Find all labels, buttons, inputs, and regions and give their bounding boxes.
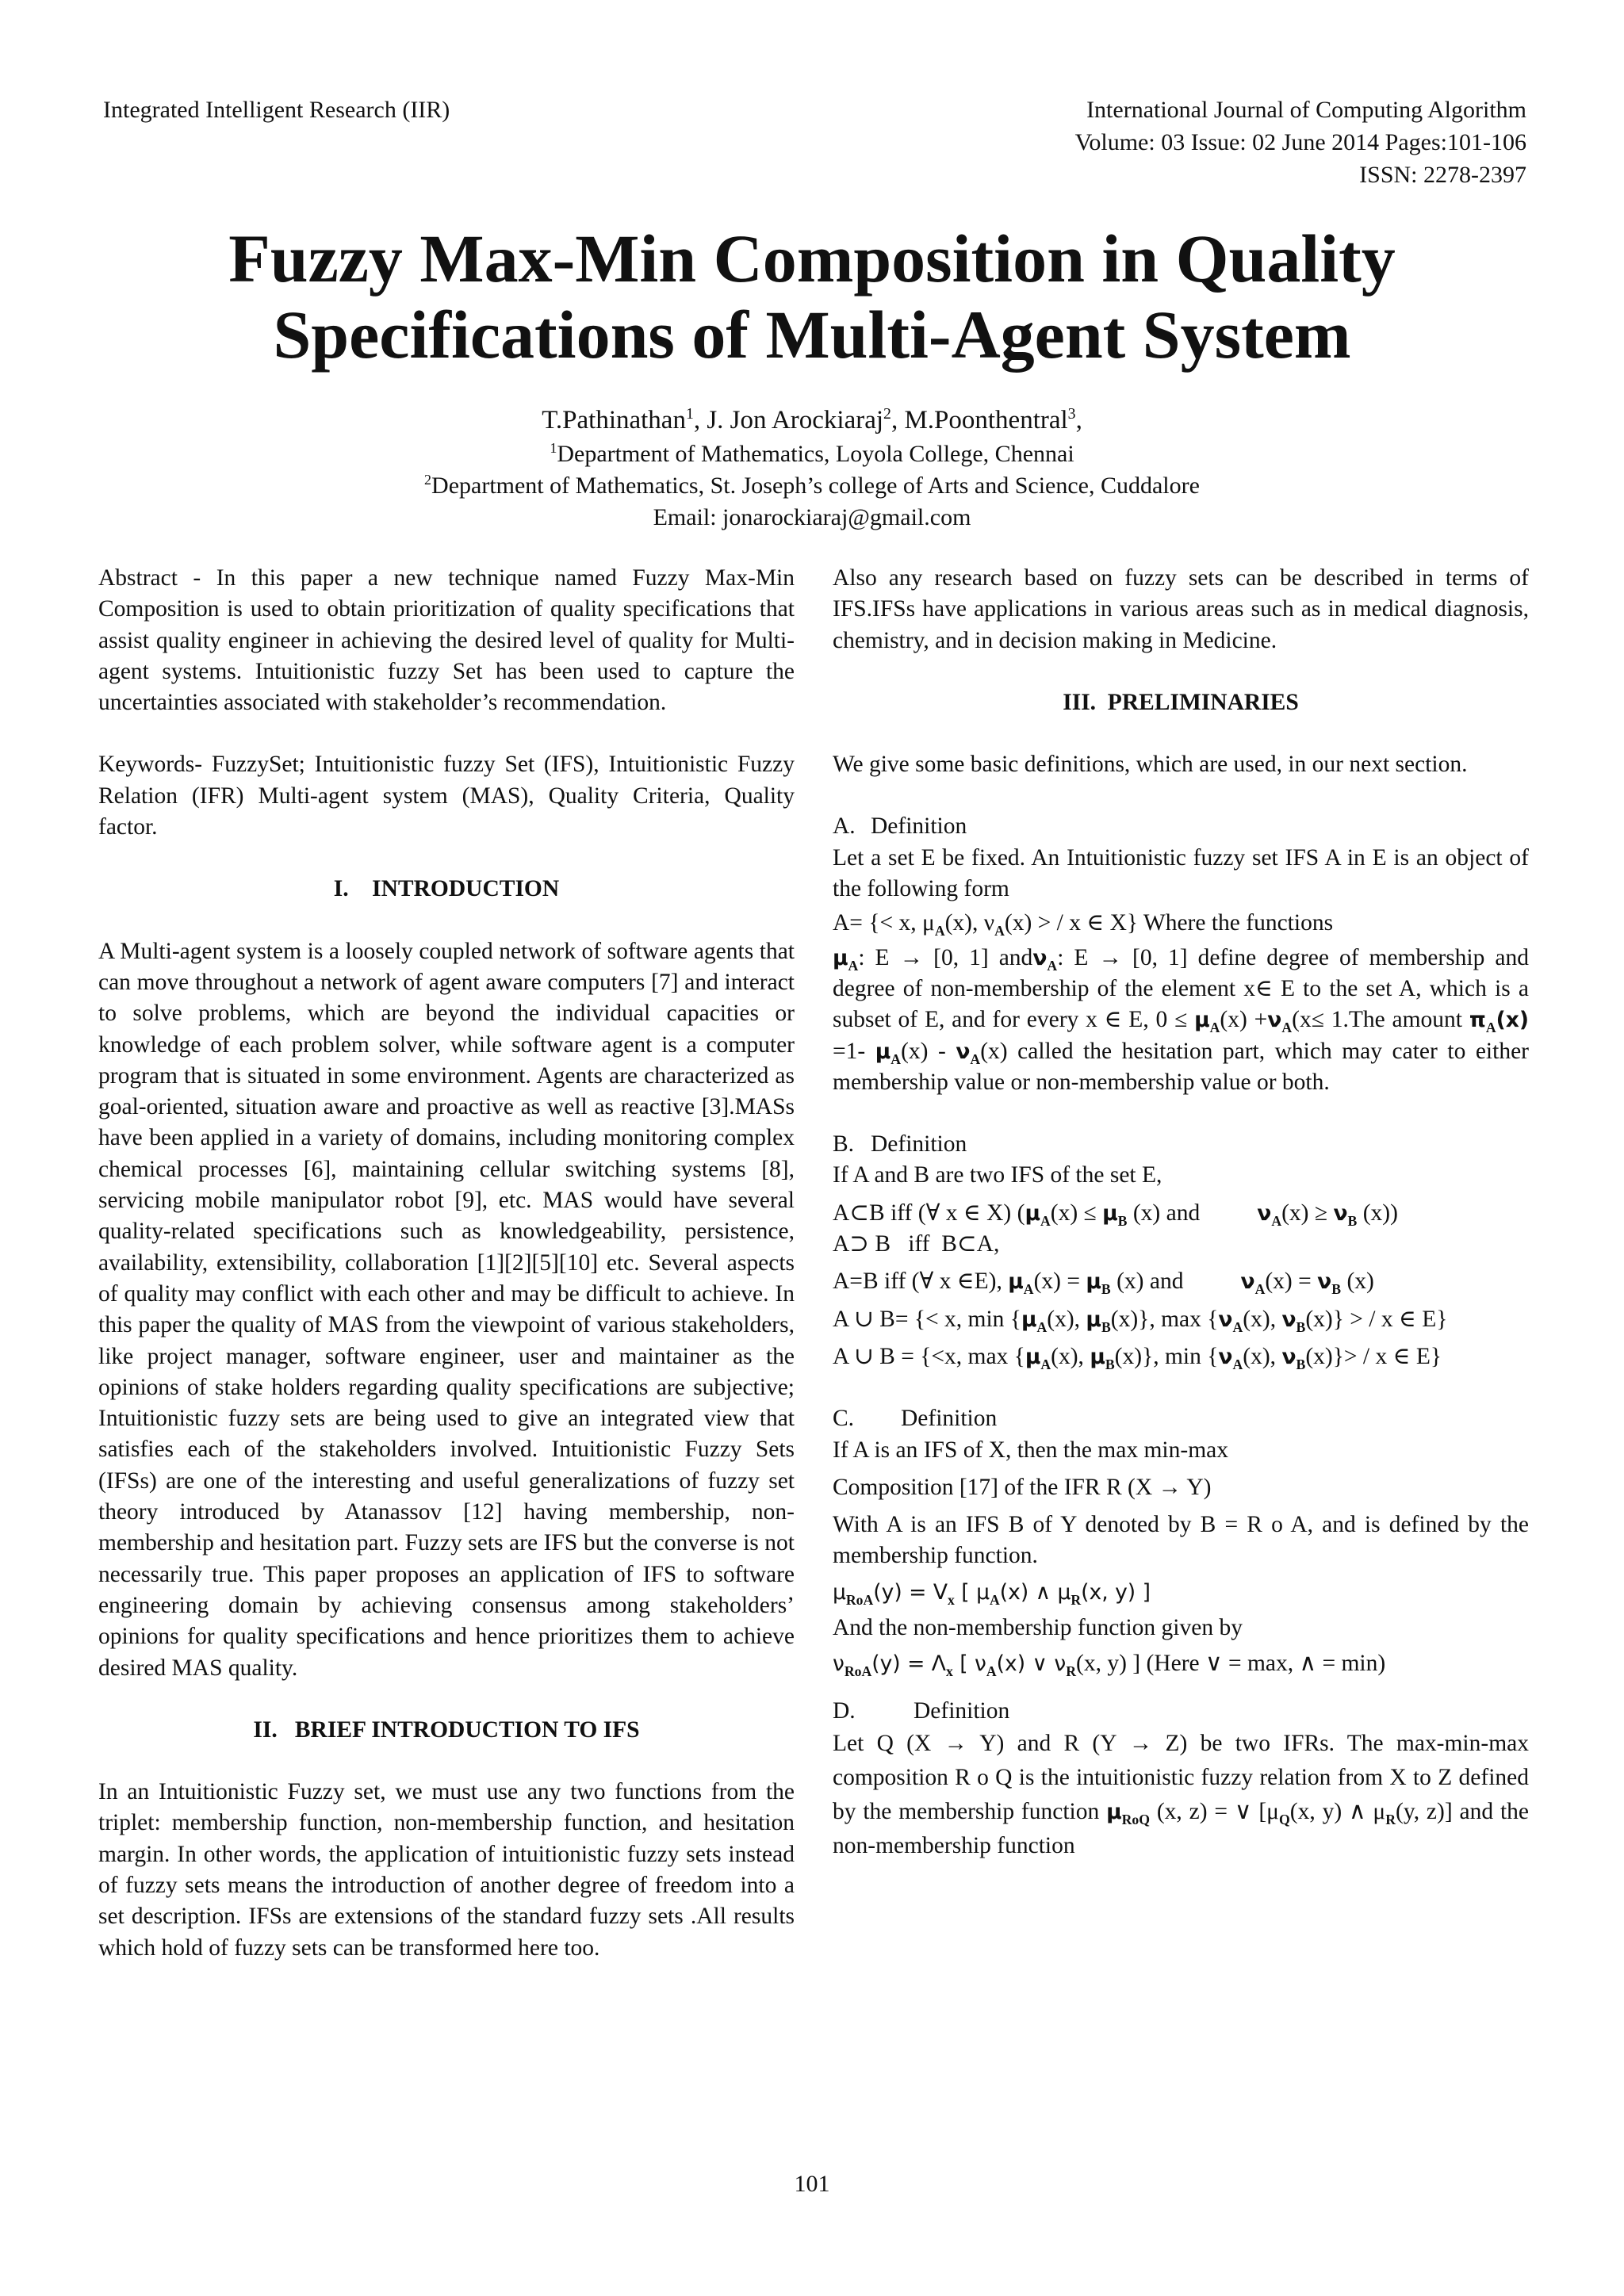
nu-symbol: ν [1240,1269,1255,1295]
def-b-l3e: (x) [1341,1269,1374,1295]
left-column [98,563,795,1964]
mu-sub: B [1101,1281,1111,1298]
definition-b-union-2 [833,1341,1529,1372]
def-b-l1c: (x) and [1127,1200,1201,1226]
author-2-sup: 2 [883,405,891,423]
def-b-l4b: (x), [1047,1306,1086,1332]
journal-issn: ISSN: 2278-2397 [1359,162,1526,188]
definition-c-heading [833,1403,1529,1434]
mu-symbol: μ [833,1579,846,1605]
def-a-title: Definition [871,813,967,840]
def-c-f2d: [ ν [952,1651,986,1677]
definition-c-text-2: Composition [17] of the IFR R (X → Y) [833,1474,1212,1500]
def-c-label: C. [833,1406,855,1432]
def-b-title: Definition [871,1131,967,1158]
def-b-l4c: (x)}, max { [1110,1306,1219,1332]
nu-symbol: ν [1317,1269,1332,1295]
def-a-t3d: (x≤ 1.The amount [1292,1007,1469,1033]
def-b-l1a: A⊂B iff (∀ x ∈ X) ( [833,1200,1025,1226]
title-line-2: Specifications of Multi-Agent System [273,297,1351,373]
definition-b-equal [833,1266,1529,1297]
definition-b-heading [833,1129,1529,1160]
def-c-f1b: (y) = V [873,1579,948,1605]
nu-symbol: ν [1281,1307,1297,1332]
page-number: 101 [794,2171,830,2197]
nu-symbol: ν [1257,1200,1272,1226]
mu-sub: R [1385,1811,1396,1827]
def-a-label: A. [833,813,856,840]
section-1-heading: I. INTRODUCTION [333,876,560,902]
journal-publisher: Integrated Intelligent Research (IIR) [103,97,450,123]
abstract: Abstract - In this paper a new technique named Fuzzy Max-Min Composition is used to obtain prioritization of quality specifications that assist quality engineer in achieving the desired level of quality for Multi-agent systems. Intuitionistic fuzzy Set has been used to capture the uncertainties associated with stakeholder’s recommendation. [98,565,795,716]
def-a-t3k: (x) [980,1038,1008,1064]
definition-a-text-1: Let a set E be fixed. An Intuitionistic fuzzy set IFS A in E is an object of the following form [833,844,1529,902]
definition-b-text-1: If A and B are two IFS of the set E, [833,1162,1162,1188]
nu-symbol: ν [1032,945,1048,970]
nu-sub: B [1331,1281,1342,1298]
definition-a-formula [833,908,1529,939]
definition-c-text-3: With A is an IFS B of Y denoted by B = R o A, and is defined by the membership function. [833,1512,1529,1569]
def-b-l4d: (x), [1243,1306,1282,1332]
def-b-l5e: (x)}> / x ∈ E} [1305,1343,1442,1369]
nu-sub: A [1254,1281,1266,1298]
aff1-sup: 1 [550,440,557,456]
def-a-t3i: (x) - [901,1038,956,1064]
right-column [833,563,1529,1863]
definition-a-text-2 [833,943,1529,1098]
nu-symbol: ν [1218,1344,1233,1369]
definition-c-text-4: And the non-membership function given by [833,1615,1243,1641]
def-b-l3a: A=B iff (∀ x ∈E), [833,1269,1009,1295]
aff2-text: Department of Mathematics, St. Joseph’s college of Arts and Science, Cuddalore [431,473,1200,499]
def-b-l1d: (x) ≥ [1281,1200,1334,1226]
def-d-title: Definition [914,1697,1010,1724]
def-b-label: B. [833,1131,855,1158]
section-2-continued: Also any research based on fuzzy sets can be described in terms of IFS.IFSs have applications in various areas such as in medical diagnosis, chemistry, and in decision making in Medicine. [833,565,1529,653]
pi-sub: A [1485,1020,1496,1036]
def-c-f2c: x [945,1663,953,1680]
def-a-t3b: (x) + [1220,1007,1268,1033]
section-2-body: In an Intuitionistic Fuzzy set, we must use any two functions from the triplet: membership function, non-membership function, and hesitation margin. In other words, the application of intuitionistic fuzzy sets instead of fuzzy sets means the introduction of another degree of freedom into a set description. IFSs are extensions of the standard fuzzy sets .All results which hold of fuzzy sets can be transformed here too. [98,1779,795,1961]
def-d-d2b: (x, y) ∧ μ [1289,1798,1386,1824]
journal-name: International Journal of Computing Algorithm [1086,97,1526,123]
mu-symbol: μ [1021,1307,1037,1332]
def-b-l3b: (x) = [1033,1269,1086,1295]
def-b-l5d: (x), [1243,1343,1282,1369]
def-b-l5c: (x)}, min { [1114,1343,1219,1369]
affiliation-1 [0,438,1624,470]
mu-symbol: μ [1008,1269,1024,1295]
def-c-f2h: (x, y) ] (Here ∨ = max, ∧ = min) [1076,1651,1386,1677]
mu-sub: A [1023,1281,1034,1298]
def-c-f2g: R [1066,1663,1076,1680]
def-a-t3g: =1- [833,1038,875,1064]
author-2: J. Jon Arockiaraj [707,406,884,434]
definition-b-superset: A⊃ B iff B⊂A, [833,1231,1000,1257]
nu-symbol: ν [1333,1200,1348,1226]
def-a-t2b: : E → [0, 1] and [858,944,1033,970]
aff2-sup: 2 [424,472,432,488]
nu-symbol: ν [833,1651,845,1677]
definition-d-heading [833,1696,1529,1727]
nu-symbol: ν [1218,1307,1233,1332]
section-2-heading: II. BRIEF INTRODUCTION TO IFS [253,1716,640,1743]
nu-sub: B [1296,1318,1306,1335]
mu-symbol: μ [1086,1307,1101,1332]
keywords: Keywords- FuzzySet; Intuitionistic fuzzy Set (IFS), Intuitionistic Fuzzy Relation (IFR) Multi-agent system (MAS), Quality Criteria, Quality factor. [98,752,795,840]
nu-sub: A [970,1050,981,1067]
nu-sub: A [1232,1318,1243,1335]
journal-volume: Volume: 03 Issue: 02 June 2014 Pages:101-106 [1074,129,1526,155]
def-d-d1b: (x, z) = ∨ [1150,1798,1252,1824]
definition-a-heading [833,811,1529,842]
def-a-f-sub1: A [934,923,945,939]
mu-sub: B [1105,1356,1115,1372]
nu-sub: B [1296,1356,1306,1372]
def-b-l4a: A ∪ B= {< x, min { [833,1306,1021,1332]
mu-symbol: μ [1106,1799,1122,1824]
def-a-text-3: called the hesitation part, which may cater to either membership value or non-membership value or both. [833,1038,1529,1095]
mu-sub: B [1117,1212,1128,1229]
mu-sub: A [891,1050,902,1067]
def-c-f1g: R [1071,1591,1082,1608]
nu-sub: A [1271,1212,1282,1229]
nu-symbol: ν [956,1039,971,1064]
author-3-sup: 3 [1067,405,1076,423]
title-line-1: Fuzzy Max-Min Composition in Quality [228,220,1396,297]
mu-sub: A [1209,1020,1220,1036]
def-d-label: D. [833,1697,856,1724]
aff1-text: Department of Mathematics, Loyola College, Chennai [557,441,1074,467]
nu-sub: A [1047,957,1058,974]
nu-sub: A [1281,1020,1293,1036]
mu-symbol: μ [875,1039,891,1064]
def-c-f2b: (y) = Λ [871,1651,946,1677]
def-a-f1: A= {< x, μ [833,910,935,936]
definition-b-union [833,1304,1529,1335]
def-c-f1e: A [989,1591,1000,1608]
def-d-d2: [μ [1258,1798,1279,1824]
nu-symbol: ν [1267,1008,1282,1033]
author-1-sup: 1 [685,405,694,423]
def-d-d2d: (y, z)] and the non-membership function [833,1798,1529,1858]
mu-sub: A [1036,1318,1048,1335]
author-1: T.Pathinathan [542,406,686,434]
section-3-heading: III. PRELIMINARIES [1063,689,1299,715]
def-a-t2d: : E → [0, 1] define degree of membership and degree of non-membership of the element x∈ E to the set A, which is a subset of E, and for every x ∈ E, 0 ≤ [833,944,1529,1033]
mu-symbol: μ [1025,1344,1041,1369]
def-d-text1: Let Q (X → Y) and R (Y → Z) be two IFRs. The max-min-max composition R o Q is the intuitionistic fuzzy relation from X to Z defined by the membership function [833,1730,1529,1824]
definition-d-text [833,1727,1529,1863]
def-b-l5a: A ∪ B = {<x, max { [833,1343,1025,1369]
definition-b-subset [833,1198,1529,1229]
def-b-l1b: (x) ≤ [1050,1200,1103,1226]
def-c-f1f: (x) ∧ μ [999,1579,1071,1605]
def-c-f1h: (x, y) ] [1081,1579,1151,1605]
definition-c-membership-formula [833,1577,1529,1608]
mu-sub: A [1040,1356,1051,1372]
def-c-title: Definition [901,1406,998,1432]
mu-sub: A [848,957,859,974]
mu-symbol: μ [1090,1344,1105,1369]
def-a-f-end: (x) > / x ∈ X} Where the functions [1004,910,1334,936]
def-c-f1c: x [948,1591,955,1608]
journal-info [1075,94,1526,191]
def-b-l1e: (x)) [1357,1200,1398,1226]
mu-symbol: μ [1102,1200,1118,1226]
mu-sub: A [1040,1212,1051,1229]
definition-c-text-1: If A is an IFS of X, then the max min-max [833,1437,1228,1463]
nu-sub: B [1347,1212,1358,1229]
mu-symbol: μ [833,945,848,970]
pi-arg: (x) [1496,1008,1529,1033]
def-c-f1d: [ μ [954,1579,990,1605]
def-c-f2e: A [986,1663,997,1680]
mu-symbol: μ [1194,1008,1210,1033]
mu-symbol: μ [1086,1269,1101,1295]
mu-sub: B [1101,1318,1111,1335]
def-b-l5b: (x), [1051,1343,1090,1369]
def-b-l3c: (x) and [1110,1269,1184,1295]
def-b-l3d: (x) = [1265,1269,1318,1295]
author-3: M.Poonthentral [904,406,1068,434]
author-list: T.Pathinathan$^1$, J. Jon Arockiaraj$^2$, M.Poonthentral$^3$, [542,405,1082,434]
nu-sub: A [1232,1356,1243,1372]
mu-sub: RoQ [1121,1811,1150,1827]
mu-symbol: μ [1025,1200,1040,1226]
definition-c-nonmembership-formula [833,1648,1529,1679]
paper-title [0,220,1624,373]
mu-sub: RoA [845,1591,874,1608]
author-email: Email: jonarockiaraj@gmail.com [653,504,971,530]
nu-sub: RoA [844,1663,872,1680]
def-b-l4e: (x)} > / x ∈ E} [1305,1306,1448,1332]
section-3-intro: We give some basic definitions, which are used, in our next section. [833,752,1468,778]
def-a-f-sub2: A [994,923,1005,939]
def-a-f-mid: (x), ν [944,910,995,936]
pi-symbol: π [1469,1008,1486,1033]
nu-symbol: ν [1281,1344,1297,1369]
affiliation-2 [0,470,1624,502]
section-1-body: A Multi-agent system is a loosely coupled network of software agents that can move throughout a network of agent aware computers [7] and interact to solve problems, which are beyond the individual capacities or knowledge of each problem solver, while software agent is a computer program that is situated in some environment. Agents are characterized as goal-oriented, situation aware and proactive as well as reactive [3].MASs have been applied in a variety of domains, including monitoring complex chemical processes [6], maintaining cellular switching systems [8], servicing mobile manipulator robot [9], etc. MAS would have several quality-related specifications such as knowledgeability, persistence, availability, extensibility, collaboration [1][2][5][10] etc. Several aspects of quality may conflict with each other and may be difficult to achieve. In this paper the quality of MAS from the viewpoint of various stakeholders, like project manager, software engineer, user and maintainer as the opinions of stake holders regarding quality specifications are subjective; Intuitionistic fuzzy sets are being used to give an integrated view that satisfies each of the stakeholders involved. Intuitionistic Fuzzy Sets (IFSs) are one of the interesting and useful generalizations of fuzzy set theory introduced by Atanassov [12] having membership, non-membership and hesitation part. Fuzzy sets are IFS but the converse is not necessarily true. This paper proposes an application of IFS to software engineering domain by achieving consensus among stakeholders’ opinions for quality specifications and hence prioritizes them to achieve desired MAS quality. [98,938,795,1681]
mu-sub: Q [1279,1811,1290,1827]
def-c-f2f: (x) ∨ ν [996,1651,1067,1677]
